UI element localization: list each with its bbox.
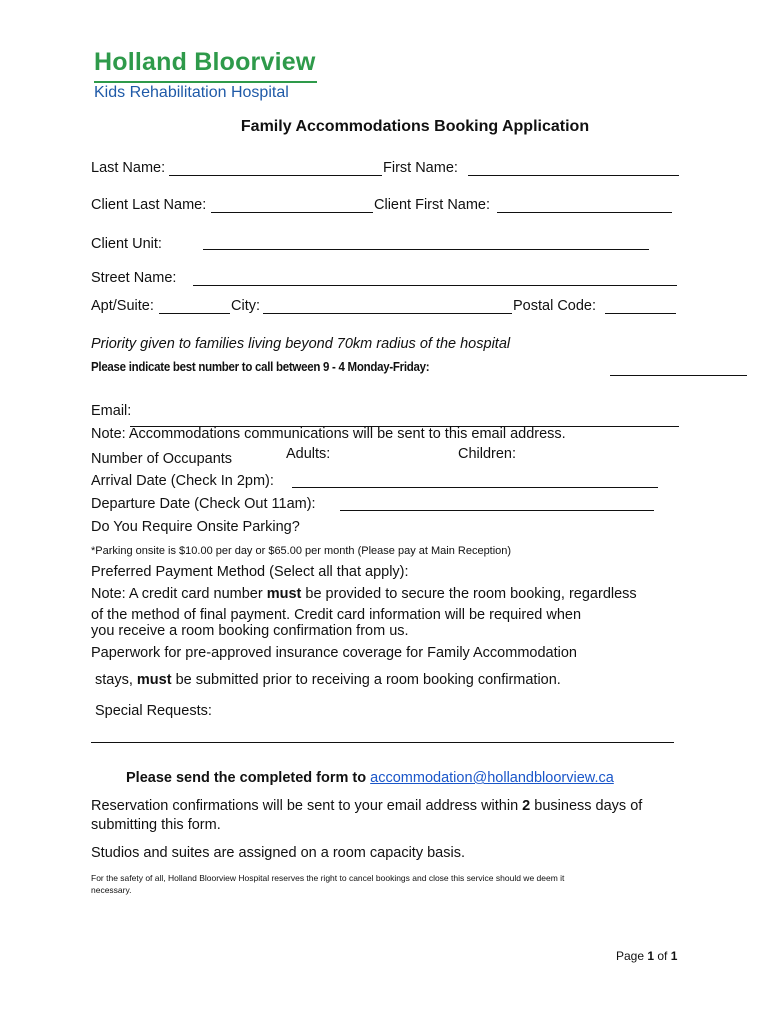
occupants-label: Number of Occupants xyxy=(91,451,233,467)
first-name-field[interactable] xyxy=(468,175,679,176)
safety-note-line1: For the safety of all, Holland Bloorview Hospital reserves the right to cancel bookings and close this service should we deem it xyxy=(91,873,565,883)
children-label: Children: xyxy=(458,446,517,462)
insurance-must: must xyxy=(136,672,172,688)
last-name-field[interactable] xyxy=(169,175,382,176)
phone-field[interactable] xyxy=(610,375,747,376)
logo-divider xyxy=(94,81,317,83)
departure-label: Departure Date (Check Out 11am): xyxy=(91,496,316,512)
page-number xyxy=(616,949,677,963)
priority-note: Priority given to families living beyond 70km radius of the hospital xyxy=(91,336,511,352)
client-unit-label: Client Unit: xyxy=(91,236,162,252)
insurance-pre: stays, xyxy=(95,672,137,688)
payment-note-post: be provided to secure the room booking, regardless xyxy=(301,586,637,602)
page-total: 1 xyxy=(670,949,678,963)
arrival-field[interactable] xyxy=(292,487,658,488)
page-current: 1 xyxy=(647,949,655,963)
payment-heading: Preferred Payment Method (Select all that apply): xyxy=(91,564,409,580)
email-note: Note: Accommodations communications will be sent to this email address. xyxy=(91,426,566,442)
apt-suite-field[interactable] xyxy=(159,313,230,314)
departure-field[interactable] xyxy=(340,510,654,511)
form-title: Family Accommodations Booking Application xyxy=(240,118,590,135)
client-first-name-label: Client First Name: xyxy=(374,197,491,213)
safety-note-line2: necessary. xyxy=(91,885,132,895)
accommodation-email-link[interactable]: accommodation@hollandbloorview.ca xyxy=(370,770,614,786)
city-field[interactable] xyxy=(263,313,512,314)
insurance-line2 xyxy=(95,672,561,688)
postal-code-label: Postal Code: xyxy=(513,298,597,314)
reservation-note xyxy=(91,798,642,814)
client-last-name-field[interactable] xyxy=(211,212,373,213)
send-form-text xyxy=(126,770,614,786)
payment-note xyxy=(91,586,637,602)
client-last-name-label: Client Last Name: xyxy=(91,197,207,213)
page-prefix: Page xyxy=(616,949,648,963)
reservation-post: business days of xyxy=(530,798,643,814)
insurance-post: be submitted prior to receiving a room booking confirmation. xyxy=(171,672,561,688)
payment-note-line2: of the method of final payment. Credit card information will be required when xyxy=(91,607,582,623)
studios-note: Studios and suites are assigned on a room capacity basis. xyxy=(91,845,465,861)
client-unit-field[interactable] xyxy=(203,249,649,250)
city-label: City: xyxy=(231,298,260,314)
postal-code-field[interactable] xyxy=(605,313,676,314)
client-first-name-field[interactable] xyxy=(497,212,672,213)
street-name-label: Street Name: xyxy=(91,270,177,286)
street-name-field[interactable] xyxy=(193,285,677,286)
reservation-pre: Reservation confirmations will be sent to your email address within xyxy=(91,798,523,814)
payment-note-line3: you receive a room booking confirmation from us. xyxy=(91,623,409,639)
payment-note-must: must xyxy=(266,586,302,602)
reservation-days: 2 xyxy=(522,798,531,814)
special-requests-field[interactable] xyxy=(91,742,674,743)
parking-question: Do You Require Onsite Parking? xyxy=(91,519,300,535)
adults-label: Adults: xyxy=(286,446,331,462)
phone-prompt: Please indicate best number to call between 9 - 4 Monday-Friday: xyxy=(91,360,430,374)
reservation-line2: submitting this form. xyxy=(91,817,221,833)
last-name-label: Last Name: xyxy=(91,160,166,176)
send-form-label: Please send the completed form to xyxy=(126,770,371,786)
apt-suite-label: Apt/Suite: xyxy=(91,298,154,314)
parking-note: *Parking onsite is $10.00 per day or $65.00 per month (Please pay at Main Reception) xyxy=(91,545,512,557)
first-name-label: First Name: xyxy=(383,160,458,176)
logo-subtitle: Kids Rehabilitation Hospital xyxy=(94,84,289,101)
email-label: Email: xyxy=(91,403,132,419)
payment-note-pre: Note: A credit card number xyxy=(91,586,267,602)
page-sep: of xyxy=(654,949,671,963)
special-requests-label: Special Requests: xyxy=(95,703,212,719)
insurance-line1: Paperwork for pre-approved insurance coverage for Family Accommodation xyxy=(91,645,577,661)
arrival-label: Arrival Date (Check In 2pm): xyxy=(91,473,274,489)
logo-name: Holland Bloorview xyxy=(94,48,316,76)
